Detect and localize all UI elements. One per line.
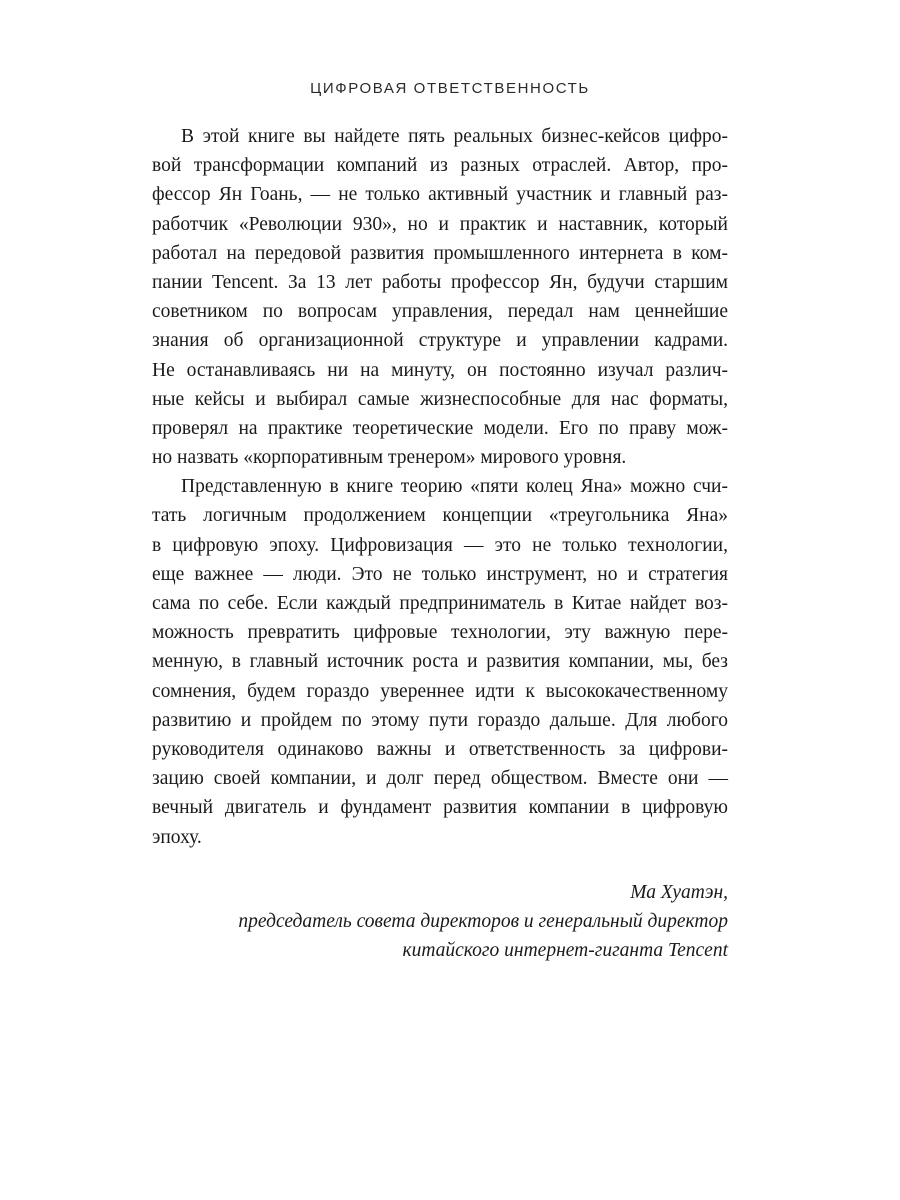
text-line: развитию и пройдем по этому пути гораздо дальше. Для любого bbox=[152, 709, 728, 731]
text-line: в цифровую эпоху. Цифровизация — это не только технологии, bbox=[152, 534, 728, 556]
text-line: работчик «Революции 930», но и практик и наставник, который bbox=[152, 213, 728, 235]
text-line: зацию своей компании, и долг перед обществом. Вместе они — bbox=[152, 768, 728, 790]
text-line: сомнения, будем гораздо увереннее идти к высококачественному bbox=[152, 680, 728, 702]
text-line: В этой книге вы найдете пять реальных бизнес-кейсов цифро- bbox=[181, 126, 728, 147]
paragraph-1 bbox=[152, 122, 728, 472]
text-line: работал на передовой развития промышленного интернета в ком- bbox=[152, 242, 728, 264]
text-line: фессор Ян Гоань, — не только активный участник и главный раз- bbox=[152, 184, 728, 206]
signature-company: китайского интернет-гиганта Tencent bbox=[402, 940, 728, 962]
signature-block bbox=[238, 878, 728, 966]
signature-name: Ма Хуатэн, bbox=[630, 882, 728, 903]
text-line: руководителя одинаково важны и ответственность за цифрови- bbox=[152, 738, 728, 760]
text-line: сама по себе. Если каждый предприниматель в Китае найдет воз- bbox=[152, 593, 728, 614]
text-line: можность превратить цифровые технологии, эту важную пере- bbox=[152, 622, 728, 644]
text-line: тать логичным продолжением концепции «треугольника Яна» bbox=[152, 505, 728, 527]
text-line: ные кейсы и выбирал самые жизнеспособные для нас форматы, bbox=[152, 388, 728, 410]
text-line: Не останавливаясь ни на минуту, он постоянно изучал различ- bbox=[152, 359, 728, 381]
text-line: эпоху. bbox=[152, 826, 202, 848]
text-line: знания об организационной структуре и управлении кадрами. bbox=[152, 330, 728, 352]
text-line: но назвать «корпоративным тренером» мирового уровня. bbox=[152, 447, 627, 469]
running-head-title: ЦИФРОВАЯ ОТВЕТСТВЕННОСТЬ bbox=[310, 80, 590, 97]
signature-position: председатель совета директоров и генеральный директор bbox=[238, 911, 728, 933]
text-line: Представленную в книге теорию «пяти колец Яна» можно счи- bbox=[181, 476, 728, 498]
paragraph-2 bbox=[152, 472, 728, 851]
text-line: советником по вопросам управления, передал нам ценнейшие bbox=[152, 301, 728, 323]
text-line: менную, в главный источник роста и развития компании, мы, без bbox=[152, 651, 728, 673]
text-line: пании Tencent. За 13 лет работы профессор Ян, будучи старшим bbox=[152, 271, 728, 293]
text-line: еще важнее — люди. Это не только инструмент, но и стратегия bbox=[152, 563, 728, 585]
text-line: вой трансформации компаний из разных отраслей. Автор, про- bbox=[152, 155, 728, 177]
body-text bbox=[152, 122, 728, 852]
text-line: вечный двигатель и фундамент развития компании в цифровую bbox=[152, 797, 728, 819]
text-line: проверял на практике теоретические модели. Его по праву мож- bbox=[152, 417, 728, 439]
